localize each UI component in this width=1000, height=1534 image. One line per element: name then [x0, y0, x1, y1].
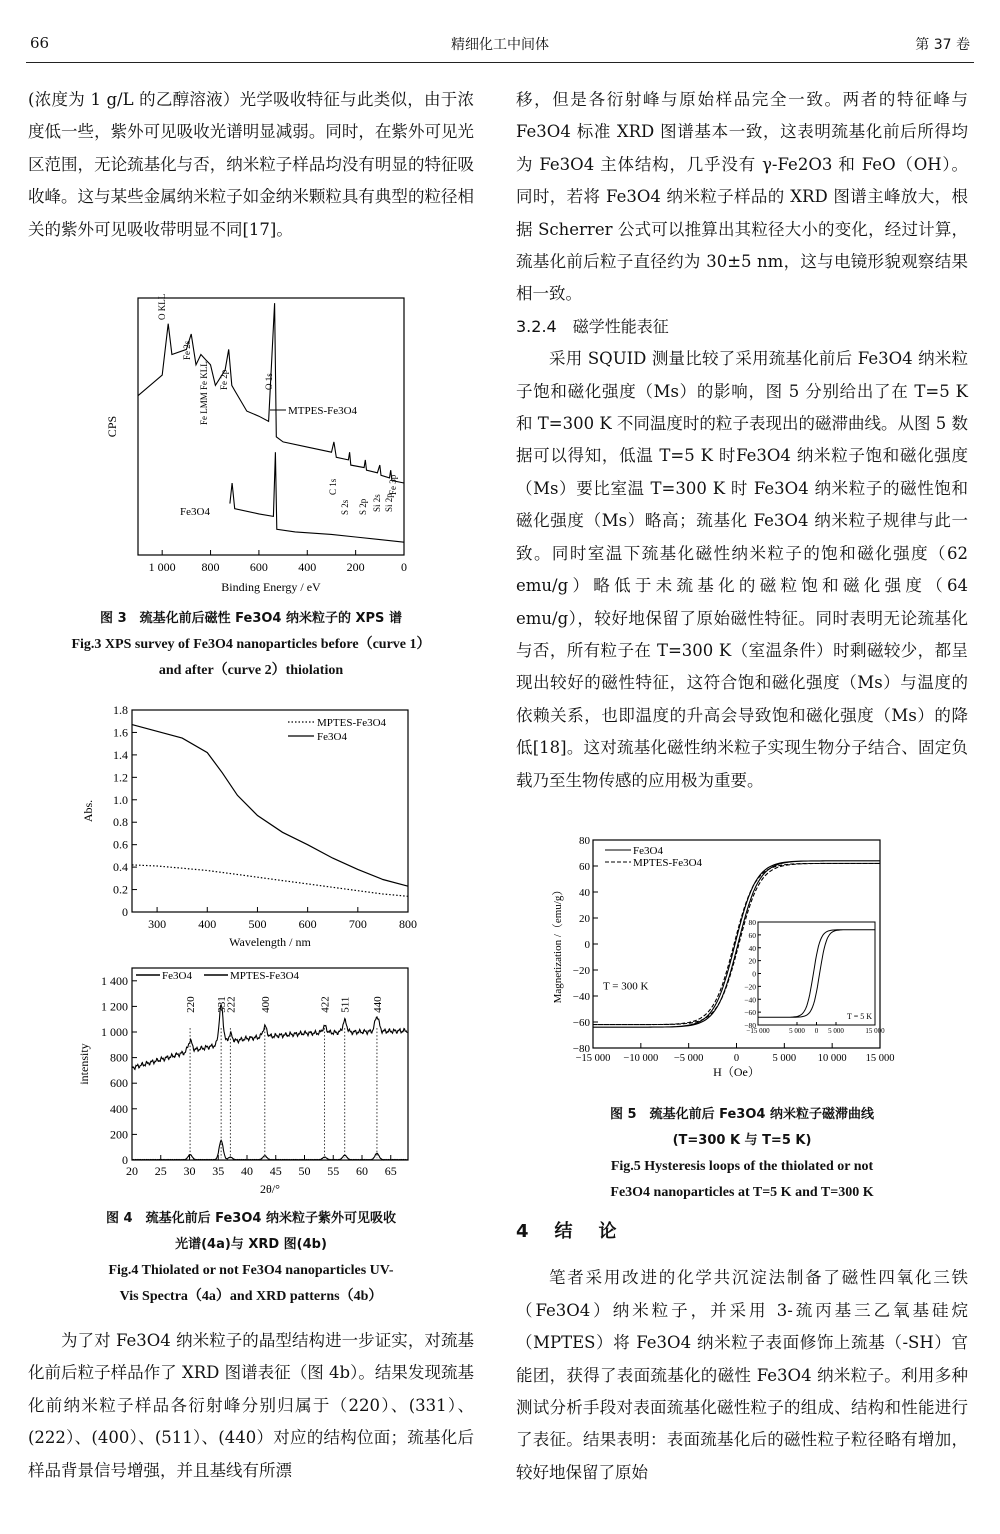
series-line-1 — [132, 1005, 407, 1070]
inset-x-tick-label: 5 000 — [828, 1027, 844, 1035]
y-tick-label: 60 — [579, 861, 590, 873]
right-column-text — [516, 84, 968, 797]
x-tick-label: 65 — [384, 1164, 397, 1178]
x-tick-label: −10 000 — [623, 1053, 659, 1064]
fig5-caption — [516, 1102, 968, 1206]
peak-annotation: S 2s — [340, 499, 350, 515]
x-tick-label: 60 — [356, 1164, 368, 1178]
fig4-caption — [28, 1206, 474, 1310]
legend-label: Fe3O4 — [317, 731, 347, 743]
y-tick-label: 80 — [579, 835, 590, 847]
peak-annotation: Fe LMM — [199, 392, 209, 425]
y-tick-label: 200 — [110, 1127, 128, 1142]
x-tick-label: 50 — [298, 1164, 311, 1178]
inset-y-tick-label: −20 — [744, 982, 756, 992]
left-bottom-text — [28, 1325, 474, 1487]
x-tick-label: 0 — [733, 1053, 740, 1064]
peak-annotation: S 2p — [358, 498, 368, 515]
y-axis-label: Magnetization /（emu/g） — [552, 884, 564, 1004]
peak-annotation: C 1s — [328, 478, 338, 495]
y-axis-label: intensity — [77, 1043, 91, 1085]
series-line-0 — [132, 865, 408, 896]
header-rule — [26, 62, 974, 63]
x-tick-label: 40 — [241, 1164, 253, 1178]
x-tick-label: 5 000 — [772, 1053, 797, 1064]
y-tick-label: 0.2 — [113, 882, 128, 897]
y-tick-label: 0.4 — [113, 860, 128, 875]
paragraph: 移，但是各衍射峰与原始样品完全一致。两者的特征峰与 Fe3O4 标准 XRD 图谱基本一致，这表明巯基化前后所得均为 Fe3O4 主体结构，几乎没有 γ-Fe2O3 和 FeO（OH）。同时，若将 Fe3O4 纳米粒子样品的 XRD 图谱主峰放大，根据 Scherrer 公式可以推算出其粒径大小的变化，经过计算，巯基化前后粒子直径约为 30±5 nm，这与电镜形貌观察结果相一致。 — [516, 90, 968, 304]
x-tick-label: 600 — [298, 917, 317, 931]
peak-label: 400 — [259, 996, 272, 1013]
legend-label: Fe3O4 — [162, 970, 192, 982]
peak-label: 511 — [339, 996, 352, 1013]
fig4b-xrd-chart — [70, 960, 430, 1200]
peak-annotation: Fe 2p — [219, 369, 229, 390]
inset-y-tick-label: −40 — [744, 995, 756, 1005]
series-line-1 — [132, 725, 408, 887]
inset-y-tick-label: 0 — [752, 969, 756, 979]
y-tick-label: 20 — [579, 913, 590, 925]
temp-annotation: T = 300 K — [603, 980, 649, 993]
fig3-caption-en1: Fig.3 XPS survey of Fe3O4 nanoparticles before（curve 1） — [71, 637, 431, 652]
y-axis-label: CPS — [105, 415, 119, 438]
plot-frame — [132, 710, 408, 912]
peak-annotation: Fe 3p — [388, 474, 398, 495]
y-tick-label: 1 400 — [101, 973, 128, 988]
y-tick-label: −80 — [572, 1043, 590, 1055]
x-tick-label: 45 — [269, 1164, 282, 1178]
fig5-hysteresis-chart — [545, 830, 910, 1095]
peak-annotation: O 1s — [264, 373, 274, 390]
x-tick-label: 20 — [126, 1164, 138, 1178]
conclusion-section — [516, 1216, 968, 1489]
page-number: 66 — [30, 34, 50, 52]
series-label-mptes: MTPES-Fe3O4 — [288, 405, 358, 417]
legend-label: MPTES-Fe3O4 — [317, 717, 387, 729]
inset-x-tick-label: 15 000 — [865, 1027, 885, 1035]
x-tick-label: 700 — [348, 917, 367, 931]
inset-x-tick-label: −15 000 — [746, 1027, 770, 1035]
x-tick-label: −15 000 — [575, 1053, 611, 1064]
fig5-caption-cn1: 图 5 巯基化前后 Fe3O4 纳米粒子磁滞曲线 — [610, 1107, 874, 1122]
series-label-fe3o4: Fe3O4 — [180, 506, 210, 518]
legend-label: Fe3O4 — [633, 845, 663, 857]
inset-y-tick-label: −60 — [744, 1008, 756, 1018]
y-tick-label: 1.8 — [113, 703, 128, 717]
fig4-caption-en1: Fig.4 Thiolated or not Fe3O4 nanoparticles UV- — [108, 1263, 394, 1278]
left-top-text — [28, 84, 474, 246]
volume-label: 第 37 卷 — [915, 37, 970, 53]
paragraph: (浓度为 1 g/L 的乙醇溶液）光学吸收特征与此类似，由于浓度低一些，紫外可见吸收光谱明显减弱。同时，在紫外可见光区范围，无论巯基化与否，纳米粒子样品均没有明显的特征吸收峰。这与某些金属纳米粒子如金纳米颗粒具有典型的粒径相关的紫外可见吸收带明显不同[17]。 — [28, 90, 474, 239]
y-axis-label: Abs. — [81, 799, 95, 823]
x-tick-label: 500 — [248, 917, 267, 931]
y-tick-label: −20 — [572, 965, 590, 977]
y-tick-label: −60 — [572, 1017, 590, 1029]
inset-y-tick-label: 20 — [748, 956, 756, 966]
y-tick-label: 1.2 — [113, 770, 128, 785]
x-axis-label: H（Oe） — [713, 1065, 760, 1079]
fig4a-uvvis-chart — [70, 700, 430, 950]
inset-temp-annotation: T = 5 K — [846, 1012, 872, 1021]
legend-label: MPTES-Fe3O4 — [633, 857, 703, 869]
peak-annotation: Si 2p — [384, 493, 394, 512]
fig4-caption-en2: Vis Spectra（4a）and XRD patterns（4b） — [119, 1289, 383, 1304]
y-tick-label: 1.0 — [113, 792, 128, 807]
inset-y-tick-label: 60 — [748, 930, 756, 940]
y-tick-label: 600 — [110, 1076, 128, 1091]
peak-annotation: Fe KLL — [199, 361, 209, 390]
y-tick-label: −40 — [572, 991, 590, 1003]
fig5-caption-cn2: (T=300 K 与 T=5 K) — [672, 1133, 812, 1148]
x-tick-label: 55 — [327, 1164, 340, 1178]
x-tick-label: 400 — [198, 917, 217, 931]
x-tick-label: −5 000 — [673, 1053, 704, 1064]
x-tick-label: 30 — [183, 1164, 196, 1178]
fig5-caption-en1: Fig.5 Hysteresis loops of the thiolated or not — [610, 1159, 874, 1174]
y-tick-label: 40 — [579, 887, 590, 899]
y-tick-label: 1 200 — [101, 999, 128, 1014]
inset-x-tick-label: 5 000 — [789, 1027, 805, 1035]
x-tick-label: 0 — [401, 560, 407, 574]
y-tick-label: 0 — [584, 939, 590, 951]
y-tick-label: 0.8 — [113, 815, 128, 830]
fig5-caption-en2: Fe3O4 nanoparticles at T=5 K and T=300 K — [610, 1185, 874, 1200]
x-tick-label: 400 — [298, 560, 317, 574]
x-tick-label: 25 — [154, 1164, 167, 1178]
paragraph: 笔者采用改进的化学共沉淀法制备了磁性四氧化三铁（Fe3O4）纳米粒子，并采用 3-巯丙基三乙氧基硅烷（MPTES）将 Fe3O4 纳米粒子表面修饰上巯基（-SH）官能团，获得了表面巯基化的磁性 Fe3O4 纳米粒子。利用多种测试分析手段对表面巯基化磁性粒子的组成、结构和性能进行了表征。结果表明：表面巯基化后的磁性粒子粒径略有增加，较好地保留了原始 — [516, 1268, 968, 1482]
series-line-0 — [138, 303, 404, 483]
y-tick-label: 1.4 — [113, 747, 128, 762]
fig3-caption-cn: 图 3 巯基化前后磁性 Fe3O4 纳米粒子的 XPS 谱 — [100, 611, 402, 626]
peak-label: 440 — [371, 996, 384, 1013]
peak-label: 422 — [319, 996, 332, 1013]
y-tick-label: 0 — [122, 905, 128, 919]
y-tick-label: 1.6 — [113, 725, 128, 740]
inset-frame — [758, 922, 875, 1025]
x-axis-label: 2θ/° — [260, 1182, 280, 1196]
legend-label: MPTES-Fe3O4 — [230, 970, 300, 982]
peak-annotation: Fe 2s — [182, 340, 192, 360]
x-axis-label: Wavelength / nm — [229, 935, 311, 949]
x-tick-label: 300 — [148, 917, 167, 931]
x-tick-label: 15 000 — [865, 1053, 895, 1064]
series-line-0 — [132, 1140, 407, 1160]
y-tick-label: 0 — [122, 1153, 128, 1167]
fig4-caption-cn2: 光谱(4a)与 XRD 图(4b) — [175, 1237, 327, 1252]
peak-label: 220 — [185, 996, 198, 1013]
y-tick-label: 0.6 — [113, 837, 128, 852]
section-heading-4: 4 结 论 — [516, 1221, 621, 1242]
fig3-caption-en2: and after（curve 2）thiolation — [158, 663, 344, 678]
fig3-xps-chart — [90, 290, 430, 605]
peak-label: 222 — [225, 996, 238, 1013]
journal-title: 精细化工中间体 — [451, 37, 549, 53]
paragraph: 为了对 Fe3O4 纳米粒子的晶型结构进一步证实，对巯基化前后粒子样品作了 XRD 图谱表征（图 4b）。结果发现巯基化前纳米粒子样品各衍射峰分别归属于（220）、(331）、(222）、(400）、(511）、(440）对应的结构位面；巯基化后样品背景信号增强，并且基线有所漂 — [28, 1331, 474, 1480]
peak-label: 331 — [216, 996, 229, 1013]
x-axis-label: Binding Energy / eV — [221, 580, 321, 594]
x-tick-label: 35 — [212, 1164, 225, 1178]
inset-y-tick-label: −80 — [744, 1021, 756, 1030]
x-tick-label: 10 000 — [817, 1053, 847, 1064]
y-tick-label: 800 — [110, 1050, 128, 1065]
peak-annotation: O KLL — [157, 293, 167, 320]
fig4-caption-cn1: 图 4 巯基化前后 Fe3O4 纳米粒子紫外可见吸收 — [106, 1211, 396, 1226]
x-tick-label: 800 — [201, 560, 220, 574]
x-tick-label: 600 — [249, 560, 268, 574]
y-tick-label: 400 — [110, 1101, 128, 1116]
x-tick-label: 200 — [346, 560, 365, 574]
fig3-caption — [28, 606, 474, 684]
inset-y-tick-label: 40 — [748, 943, 756, 953]
inset-y-tick-label: 80 — [748, 918, 756, 927]
y-tick-label: 1 000 — [101, 1025, 128, 1039]
section-heading-324: 3.2.4 磁学性能表征 — [516, 316, 669, 336]
x-tick-label: 800 — [399, 917, 417, 931]
x-tick-label: 1 000 — [148, 560, 176, 574]
inset-x-tick-label: 0 — [814, 1027, 819, 1035]
paragraph: 采用 SQUID 测量比较了采用巯基化前后 Fe3O4 纳米粒子饱和磁化强度（Ms）的影响，图 5 分别给出了在 T=5 K 和 T=300 K 不同温度时的粒子表现出的磁滞曲线。从图 5 数据可以得知，低温 T=5 K 时Fe3O4 纳米粒子饱和磁化强度（Ms）要比室温 T=300 K 时 Fe3O4 纳米粒子的磁性饱和磁化强度（Ms）略高；巯基化 Fe3O4 纳米粒子规律与此一致。同时室温下巯基化磁性纳米粒子的饱和磁化强度（62 emu/g）略低于未巯基化的磁粒饱和磁化强度（64 emu/g），较好地保留了原始磁性特征。同时表明无论巯基化与否，所有粒子在 T=300 K（室温条件）时剩磁较少，都呈现出较好的磁性特征，这符合饱和磁化强度（Ms）与温度的依赖关系，也即温度的升高会导致饱和磁化强度（Ms）的降低[18]。这对巯基化磁性纳米粒子实现生物分子结合、固定负载乃至生物传感的应用极为重要。 — [516, 349, 968, 790]
peak-annotation: Si 2s — [372, 494, 382, 512]
